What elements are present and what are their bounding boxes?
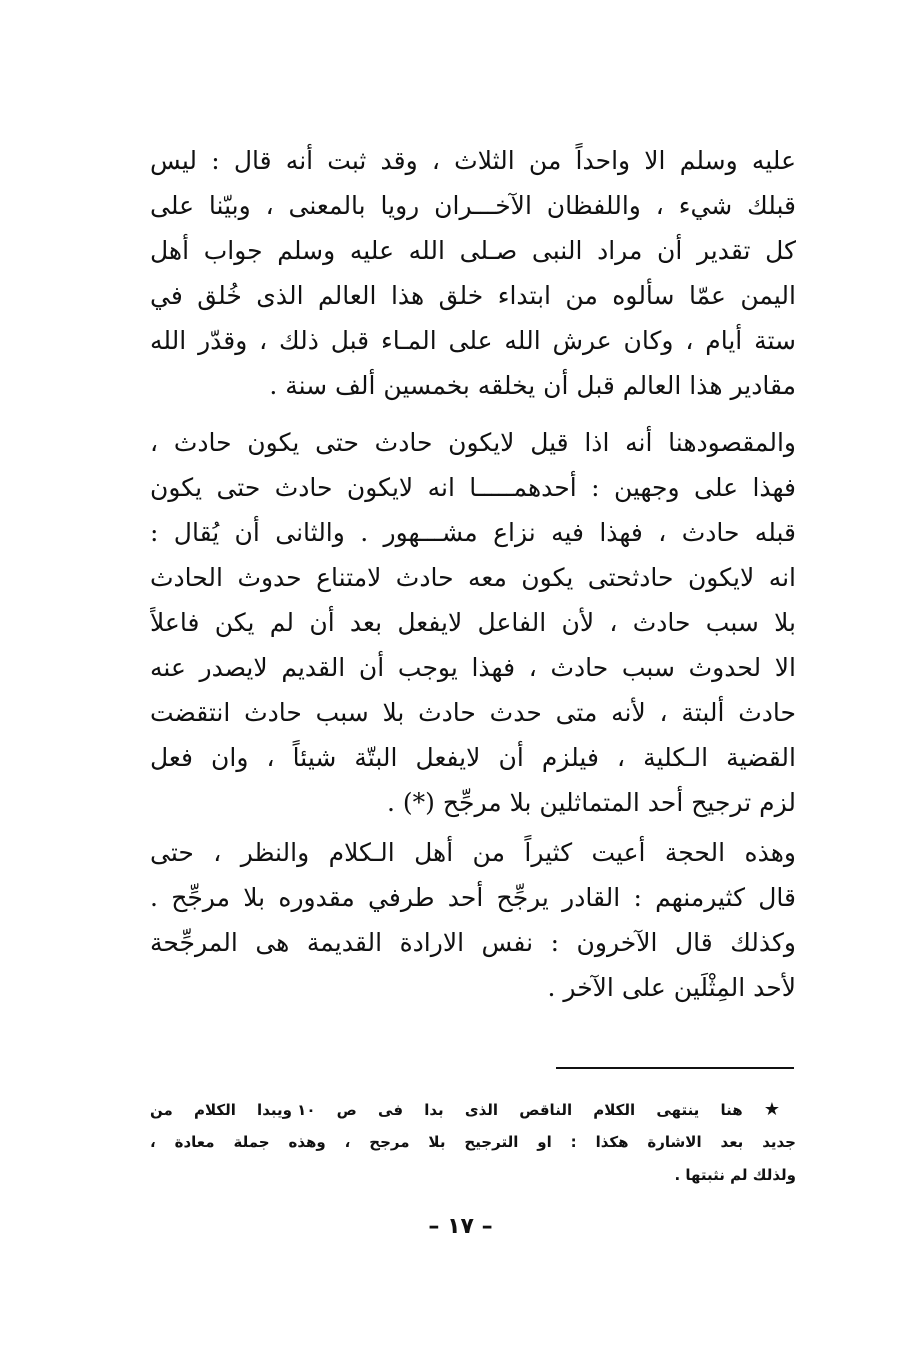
text-line: بلا سبب حادث ، لأن الفاعل لايفعل بعد أن لم يكن فاعلاً: [150, 608, 796, 637]
text-line: اليمن عمّا سألوه من ابتداء خلق هذا العالم الذى خُلق في: [150, 281, 796, 310]
paragraph-1: [150, 138, 796, 408]
footnote-line: ولذلك لم نثبتها .: [674, 1166, 796, 1184]
footnote-divider: [556, 1067, 794, 1069]
text-line: قال كثيرمنهم : القادر يرجِّح أحد طرفي مقدوره بلا مرجِّح .: [150, 883, 796, 912]
page-number: – ١٧ –: [428, 1214, 493, 1239]
text-line: انه لايكون حادثحتى يكون معه حادث لامتناع حدوث الحادث: [150, 563, 796, 592]
text-line: فهذا على وجهين : أحدهمـــــا انه لايكون حادث حتى يكون: [150, 473, 796, 502]
text-line: القضية الـكلية ، فيلزم أن لايفعل البتّة شيئاً ، وان فعل: [150, 743, 796, 772]
text-line: كل تقدير أن مراد النبى صـلى الله عليه وسلم جواب أهل: [150, 236, 796, 265]
text-line: قبله حادث ، فهذا فيه نزاع مشـــهور . والثانى أن يُقال :: [150, 518, 796, 547]
footnote-line: جديد بعد الاشارة هكذا : او الترجيح بلا مرجح ، وهذه جملة معادة ،: [150, 1133, 796, 1151]
text-line: قبلك شيء ، واللفظان الآخـــران رويا بالمعنى ، وبيّنا على: [150, 191, 796, 220]
text-line: والمقصودهنا أنه اذا قيل لايكون حادث حتى يكون حادث ،: [150, 428, 796, 457]
text-line: وهذه الحجة أعيت كثيراً من أهل الـكلام والنظر ، حتى: [150, 838, 796, 867]
text-line: الا لحدوث سبب حادث ، فهذا يوجب أن القديم لايصدر عنه: [150, 653, 796, 682]
text-line: وكذلك قال الآخرون : نفس الارادة القديمة هى المرجِّحة: [150, 928, 796, 957]
text-line: لزم ترجيح أحد المتماثلين بلا مرجِّح (*) .: [387, 788, 796, 817]
text-line: لأحد المِثْلَين على الآخر .: [547, 973, 796, 1002]
text-line: حادث ألبتة ، لأنه متى حدث حادث بلا سبب حادث انتقضت: [150, 698, 796, 727]
text-line: ستة أيام ، وكان عرش الله على المـاء قبل ذلك ، وقدّر الله: [150, 326, 796, 355]
text-line: مقادير هذا العالم قبل أن يخلقه بخمسين ألف سنة .: [269, 371, 796, 400]
text-line: عليه وسلم الا واحداً من الثلاث ، وقد ثبت أنه قال : ليس: [150, 146, 796, 175]
footnote-line: [150, 1093, 796, 1126]
paragraph-3: [150, 830, 796, 1010]
footnote: [150, 1093, 796, 1192]
star-icon: ★: [763, 1099, 796, 1120]
footnote-text: هنا ينتهى الكلام الناقص الذى بدا فى ص ١٠ ويبدا الكلام من: [150, 1101, 743, 1119]
paragraph-2: [150, 420, 796, 825]
